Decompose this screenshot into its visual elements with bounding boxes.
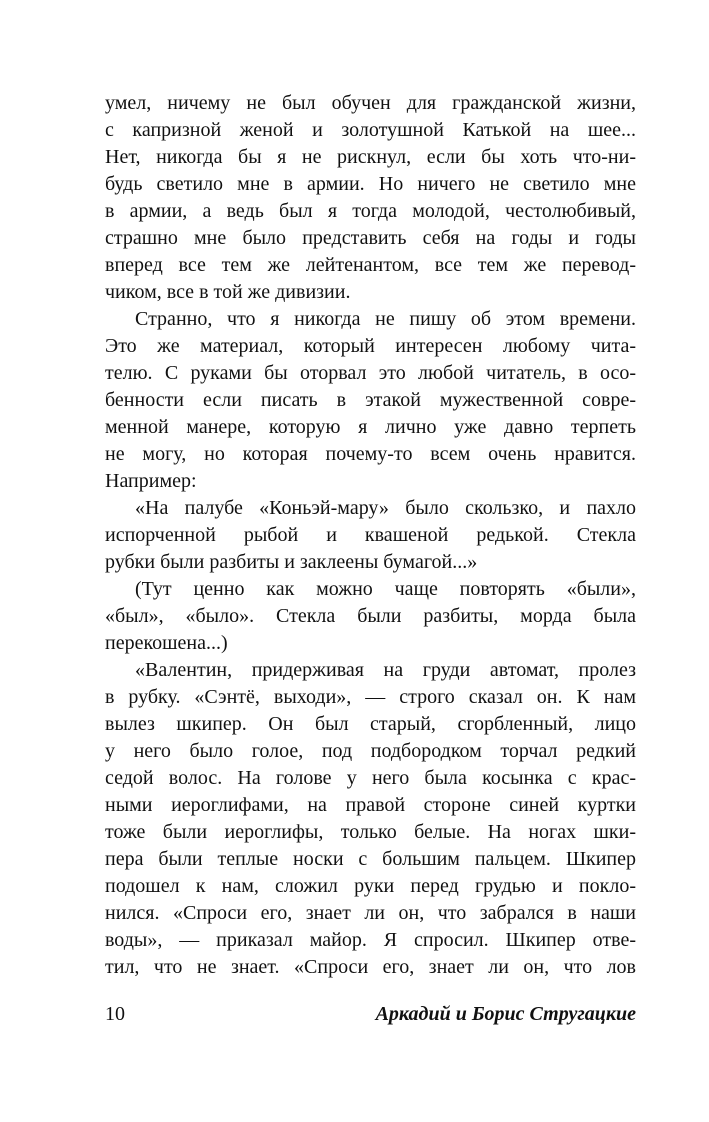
page-number: 10	[105, 1003, 125, 1025]
text-line: чиком, все в той же дивизии.	[105, 281, 351, 303]
text-line: бенности если писать в этакой мужественной совре-	[105, 389, 636, 411]
text-line: Нет, никогда бы я не рискнул, если бы хоть что-ни-	[105, 146, 636, 168]
text-line: телю. С руками бы оторвал это любой читатель, в осо-	[105, 362, 636, 384]
text-line: «был», «было». Стекла были разбиты, морда была	[105, 605, 636, 627]
text-line: рубки были разбиты и заклеены бумагой...»	[105, 551, 478, 573]
text-line: подошел к нам, сложил руки перед грудью и покло-	[105, 875, 636, 897]
text-line: (Тут ценно как можно чаще повторять «были»,	[135, 578, 636, 600]
text-line: воды», — приказал майор. Я спросил. Шкипер отве-	[105, 929, 636, 951]
page-footer	[105, 1001, 636, 1027]
text-line: страшно мне было представить себя на годы и годы	[105, 227, 636, 249]
text-line: у него было голое, под подбородком торчал редкий	[105, 740, 636, 762]
text-line: «На палубе «Коньэй-мару» было скользко, и пахло	[135, 497, 636, 519]
text-line: Это же материал, который интересен любому чита-	[105, 335, 636, 357]
text-line: нился. «Спроси его, знает ли он, что забрался в наши	[105, 902, 636, 924]
running-title-author: Аркадий и Борис Стругацкие	[375, 1003, 636, 1025]
text-line: Например:	[105, 470, 197, 492]
text-line: ными иероглифами, на правой стороне синей куртки	[105, 794, 636, 816]
text-line: Странно, что я никогда не пишу об этом времени.	[135, 308, 636, 330]
text-line: «Валентин, придерживая на груди автомат, пролез	[135, 659, 636, 681]
text-line: тоже были иероглифы, только белые. На ногах шки-	[105, 821, 636, 843]
text-line: тил, что не знает. «Спроси его, знает ли он, что лов	[105, 956, 636, 978]
text-line: испорченной рыбой и квашеной редькой. Стекла	[105, 524, 636, 546]
text-line: перекошена...)	[105, 632, 228, 654]
text-block	[105, 90, 636, 981]
text-line: менной манере, которую я лично уже давно терпеть	[105, 416, 636, 438]
text-line: вперед все тем же лейтенантом, все тем же перевод-	[105, 254, 636, 276]
text-line: с капризной женой и золотушной Катькой на шее...	[105, 119, 636, 141]
text-line: будь светило мне в армии. Но ничего не светило мне	[105, 173, 636, 195]
text-line: вылез шкипер. Он был старый, сгорбленный, лицо	[105, 713, 636, 735]
text-line: умел, ничему не был обучен для гражданской жизни,	[105, 92, 636, 114]
text-line: седой волос. На голове у него была косынка с крас-	[105, 767, 636, 789]
text-line: в рубку. «Сэнтё, выходи», — строго сказал он. К нам	[105, 686, 636, 708]
text-line: пера были теплые носки с большим пальцем. Шкипер	[105, 848, 636, 870]
text-line: в армии, а ведь был я тогда молодой, честолюбивый,	[105, 200, 636, 222]
text-line: не могу, но которая почему-то всем очень нравится.	[105, 443, 636, 465]
